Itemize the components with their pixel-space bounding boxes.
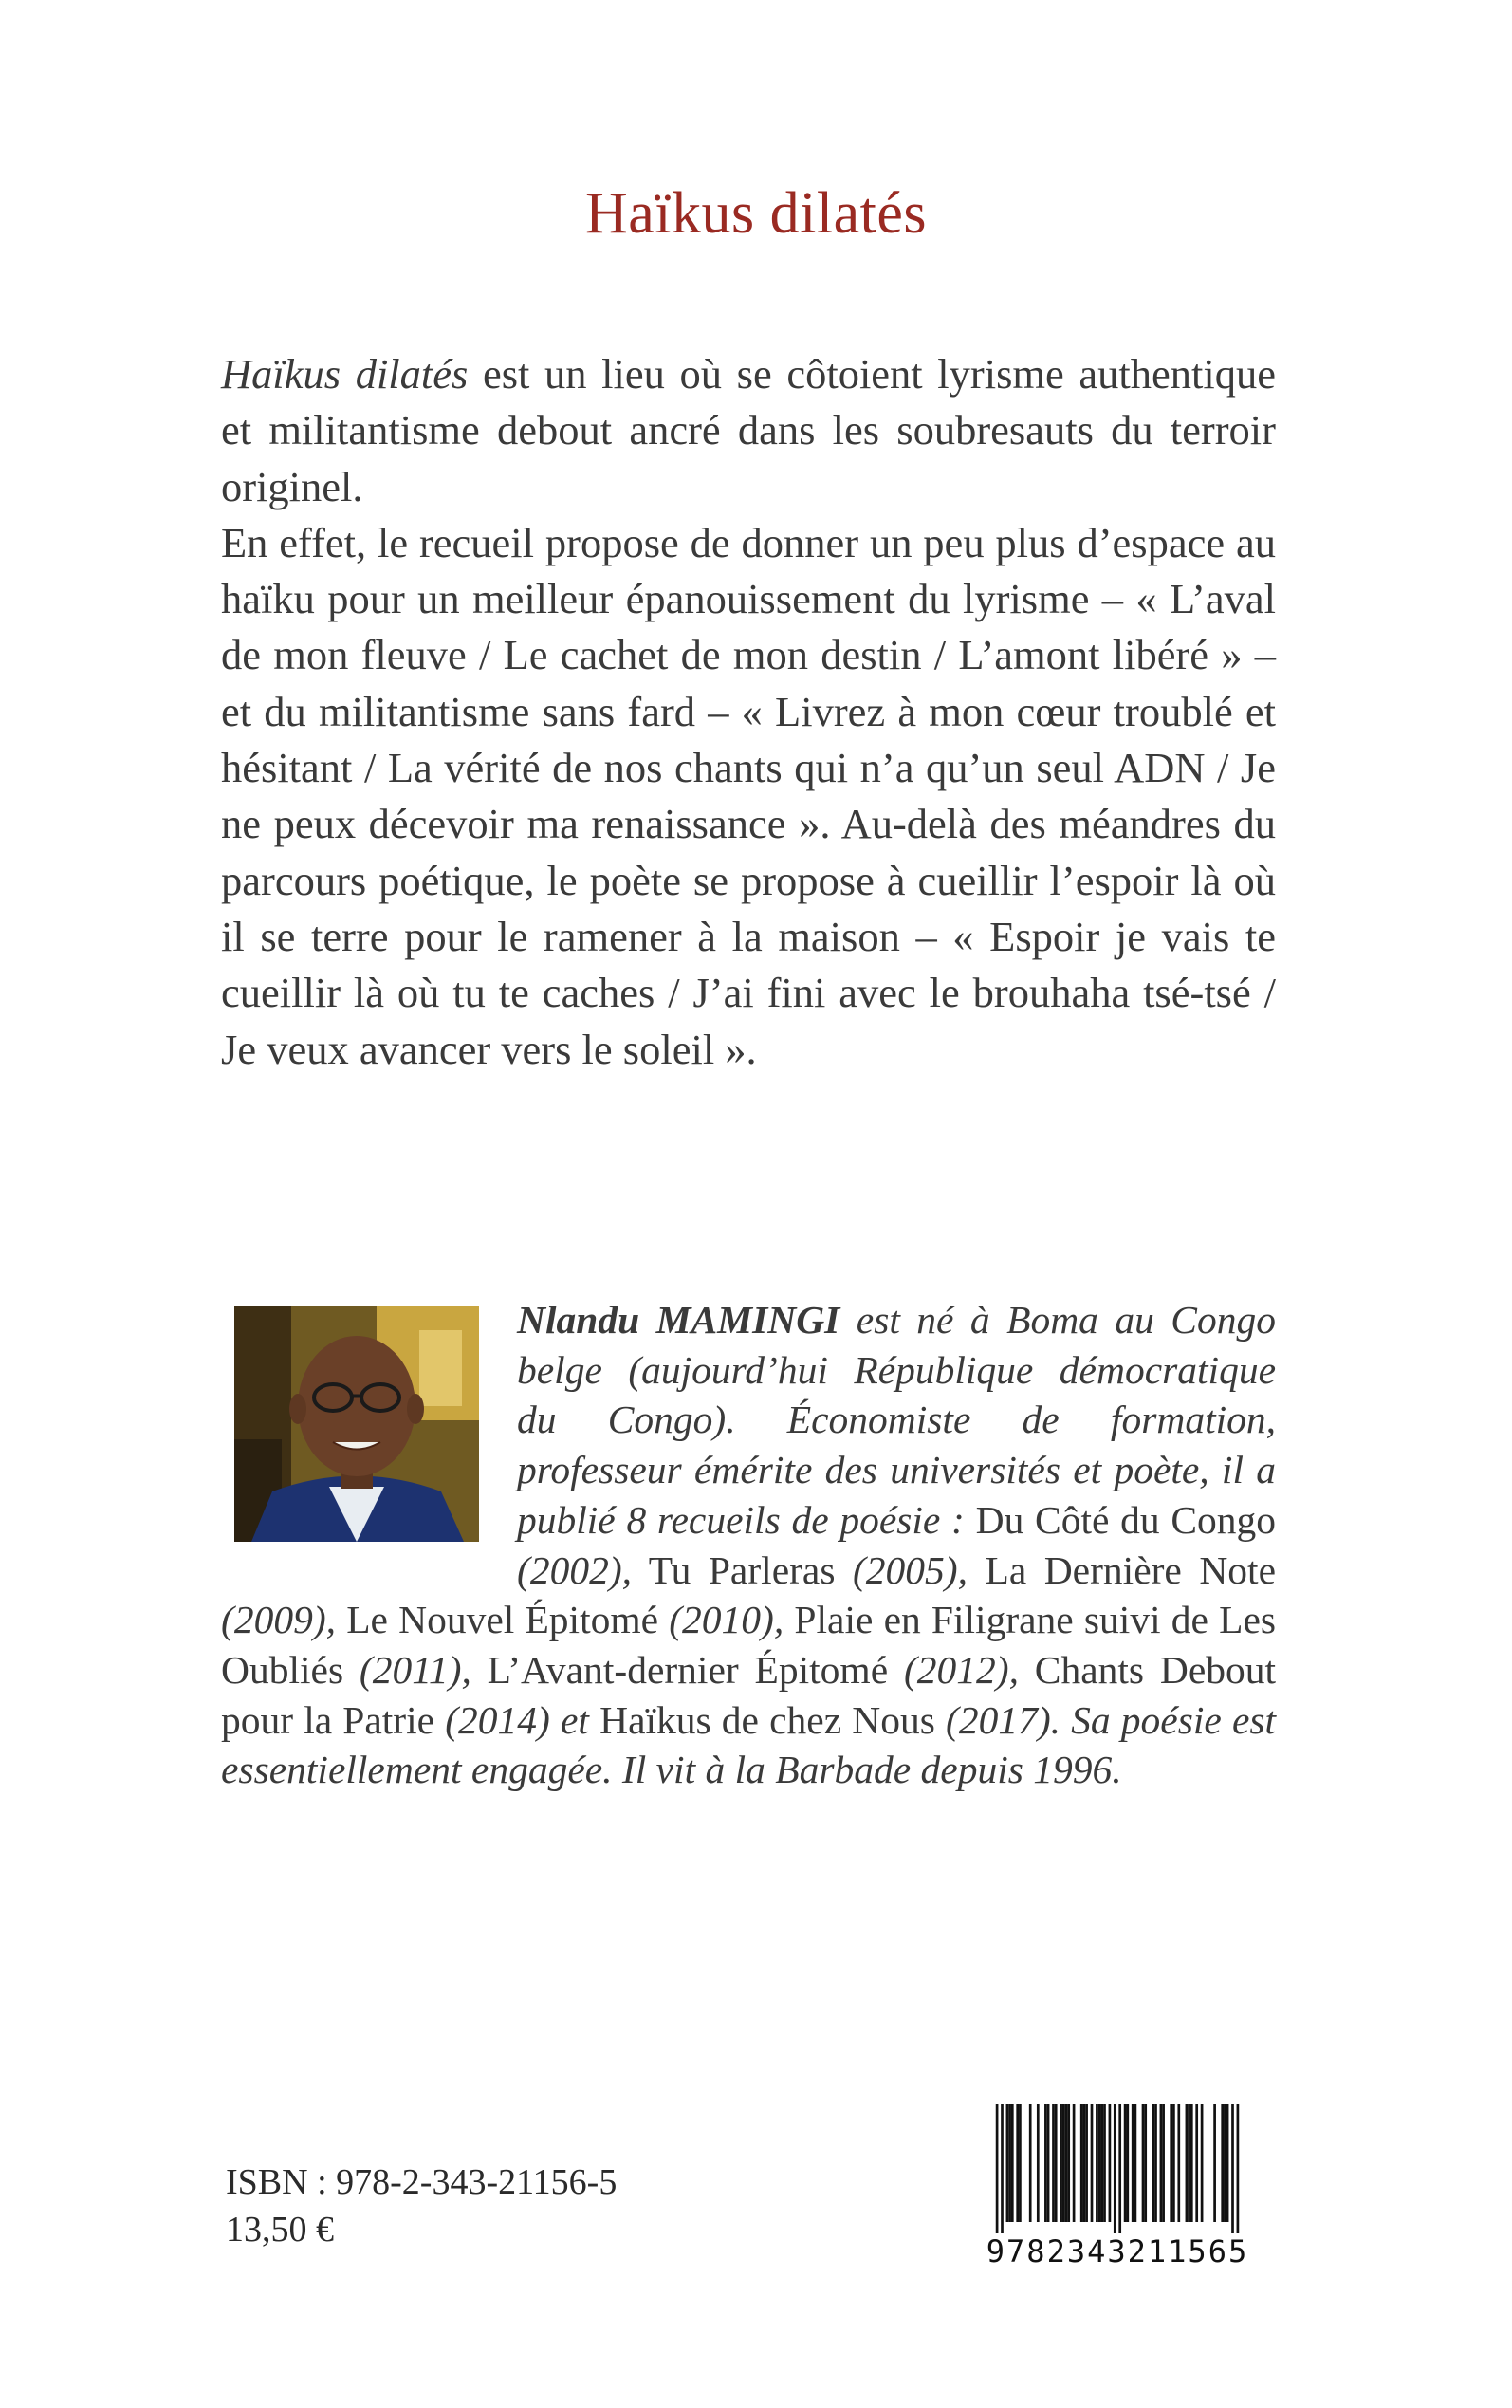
barcode-bar bbox=[1201, 2104, 1204, 2222]
work-title: Le Nouvel Épitomé bbox=[346, 1598, 659, 1642]
work-year: (2010), bbox=[669, 1598, 784, 1642]
barcode-bar bbox=[1213, 2104, 1216, 2222]
barcode-bar bbox=[1103, 2104, 1106, 2222]
barcode-bar bbox=[1132, 2104, 1134, 2222]
author-photo bbox=[234, 1306, 479, 1542]
barcode-bar bbox=[1006, 2104, 1009, 2222]
isbn: ISBN : 978-2-343-21156-5 bbox=[226, 2162, 618, 2202]
barcode-bar bbox=[1237, 2104, 1240, 2233]
barcode-bar bbox=[1080, 2104, 1083, 2222]
author-name: Nlandu MAMINGI bbox=[517, 1298, 840, 1342]
barcode-bar bbox=[1124, 2104, 1127, 2222]
barcode-digits: 9782343211565 bbox=[986, 2233, 1249, 2269]
barcode-bar bbox=[1134, 2104, 1137, 2222]
barcode-bar bbox=[1096, 2104, 1098, 2222]
work-title: La Dernière Note bbox=[985, 1547, 1276, 1592]
author-bio-intro: est né à Boma au Congo belge (aujourd’hui République démocratique du Congo). Économiste de formation, professeur émérite des universités et poète, il a publié 8 recueils de poésie : bbox=[517, 1298, 1276, 1542]
barcode-bar bbox=[1152, 2104, 1154, 2222]
back-cover-blurb bbox=[221, 346, 1276, 1078]
barcode-bar bbox=[1224, 2104, 1226, 2222]
work-title: L’Avant-dernier Épitomé bbox=[487, 1647, 889, 1692]
barcode-bar bbox=[1073, 2104, 1076, 2222]
barcode-bar bbox=[1062, 2104, 1065, 2222]
barcode-bar bbox=[1114, 2104, 1116, 2233]
work-title: Du Côté du Congo bbox=[975, 1497, 1277, 1542]
work-year: (2017). bbox=[946, 1697, 1061, 1742]
barcode-bar bbox=[1083, 2104, 1086, 2222]
barcode-bar bbox=[1190, 2104, 1193, 2222]
barcode-bar bbox=[1001, 2104, 1004, 2233]
author-bio-outro: Sa poésie est essentiellement engagée. Il vit à la Barbade depuis 1996. bbox=[221, 1697, 1277, 1792]
work-title: Tu Parleras bbox=[648, 1547, 836, 1592]
barcode-bar bbox=[1047, 2104, 1050, 2222]
work-year: (2009), bbox=[221, 1598, 337, 1642]
work-year: (2002), bbox=[517, 1547, 633, 1592]
barcode-bar bbox=[1231, 2104, 1234, 2233]
barcode-bar bbox=[1188, 2104, 1190, 2222]
blurb-paragraph-2: En effet, le recueil propose de donner un peu plus d’espace au haïku pour un meilleur épanouissement du lyrisme – « L’aval de mon fleuve / Le cachet de mon destin / L’amont libéré » – et du militantisme sans fard – « Livrez à mon cœur troublé et hésitant / La vérité de nos chants qui n’a qu’un seul ADN / Je ne peux décevoir ma renaissance ». Au-delà des méandres du parcours poétique, le poète se propose à cueillir l’espoir là où il se terre pour le ramener à la maison – « Espoir je vais te cueillir là où tu te caches / J’ai fini avec le brouhaha tsé-tsé / Je veux avancer vers le soleil ». bbox=[221, 518, 1276, 1073]
barcode-bar bbox=[1098, 2104, 1101, 2222]
blurb-title-italic: Haïkus dilatés bbox=[221, 350, 469, 398]
barcode-bar bbox=[1144, 2104, 1147, 2222]
work-title: Haïkus de chez Nous bbox=[599, 1697, 935, 1742]
barcode-bar bbox=[1055, 2104, 1058, 2222]
barcode-bar bbox=[1067, 2104, 1070, 2222]
blurb-paragraph-1-text: est un lieu où se côtoient lyrisme authentique et militantisme debout ancré dans les soubresauts du terroir originel. bbox=[221, 350, 1276, 510]
barcode-bar bbox=[1186, 2104, 1189, 2222]
work-title: Plaie en Filigrane suivi de Les Oubliés bbox=[221, 1598, 1277, 1692]
barcode-bar bbox=[1126, 2104, 1129, 2222]
barcode-bar bbox=[1142, 2104, 1145, 2222]
work-year: (2005), bbox=[852, 1547, 968, 1592]
barcode-bar bbox=[1085, 2104, 1088, 2222]
barcode-bar bbox=[1160, 2104, 1163, 2222]
barcode-bar bbox=[1221, 2104, 1224, 2222]
barcode-bar bbox=[1162, 2104, 1165, 2222]
barcode-bar bbox=[1016, 2104, 1019, 2222]
work-year: (2012), bbox=[903, 1647, 1019, 1692]
barcode-bars bbox=[966, 2104, 1269, 2233]
author-section bbox=[221, 1295, 1276, 1795]
barcode-bar bbox=[1109, 2104, 1112, 2222]
isbn-price-block bbox=[226, 2158, 617, 2253]
work-title: Chants Debout pour la Patrie bbox=[221, 1647, 1277, 1742]
barcode-bar bbox=[1044, 2104, 1047, 2222]
blurb-paragraph-1 bbox=[221, 346, 1276, 515]
price: 13,50 € bbox=[226, 2210, 334, 2250]
barcode-bar bbox=[1118, 2104, 1121, 2233]
barcode-bar bbox=[1100, 2104, 1103, 2222]
barcode-bar bbox=[1195, 2104, 1198, 2222]
work-year: (2014) et bbox=[445, 1697, 589, 1742]
barcode-bar bbox=[1029, 2104, 1032, 2222]
work-year: (2011), bbox=[359, 1647, 471, 1692]
barcode-bar bbox=[1037, 2104, 1040, 2222]
barcode-bar bbox=[1170, 2104, 1172, 2222]
barcode-bar bbox=[1008, 2104, 1011, 2222]
barcode-bar bbox=[1019, 2104, 1022, 2222]
barcode-bar bbox=[1154, 2104, 1157, 2222]
barcode-bar bbox=[1060, 2104, 1062, 2222]
barcode-bar bbox=[1172, 2104, 1175, 2222]
book-title: Haïkus dilatés bbox=[585, 181, 927, 246]
barcode-bar bbox=[1091, 2104, 1094, 2222]
barcode-bar bbox=[996, 2104, 999, 2233]
barcode-bar bbox=[1065, 2104, 1068, 2222]
barcode-bar bbox=[1052, 2104, 1055, 2222]
barcode-bar bbox=[1011, 2104, 1014, 2222]
barcode-bar bbox=[1226, 2104, 1229, 2222]
barcode-bar bbox=[1177, 2104, 1180, 2222]
